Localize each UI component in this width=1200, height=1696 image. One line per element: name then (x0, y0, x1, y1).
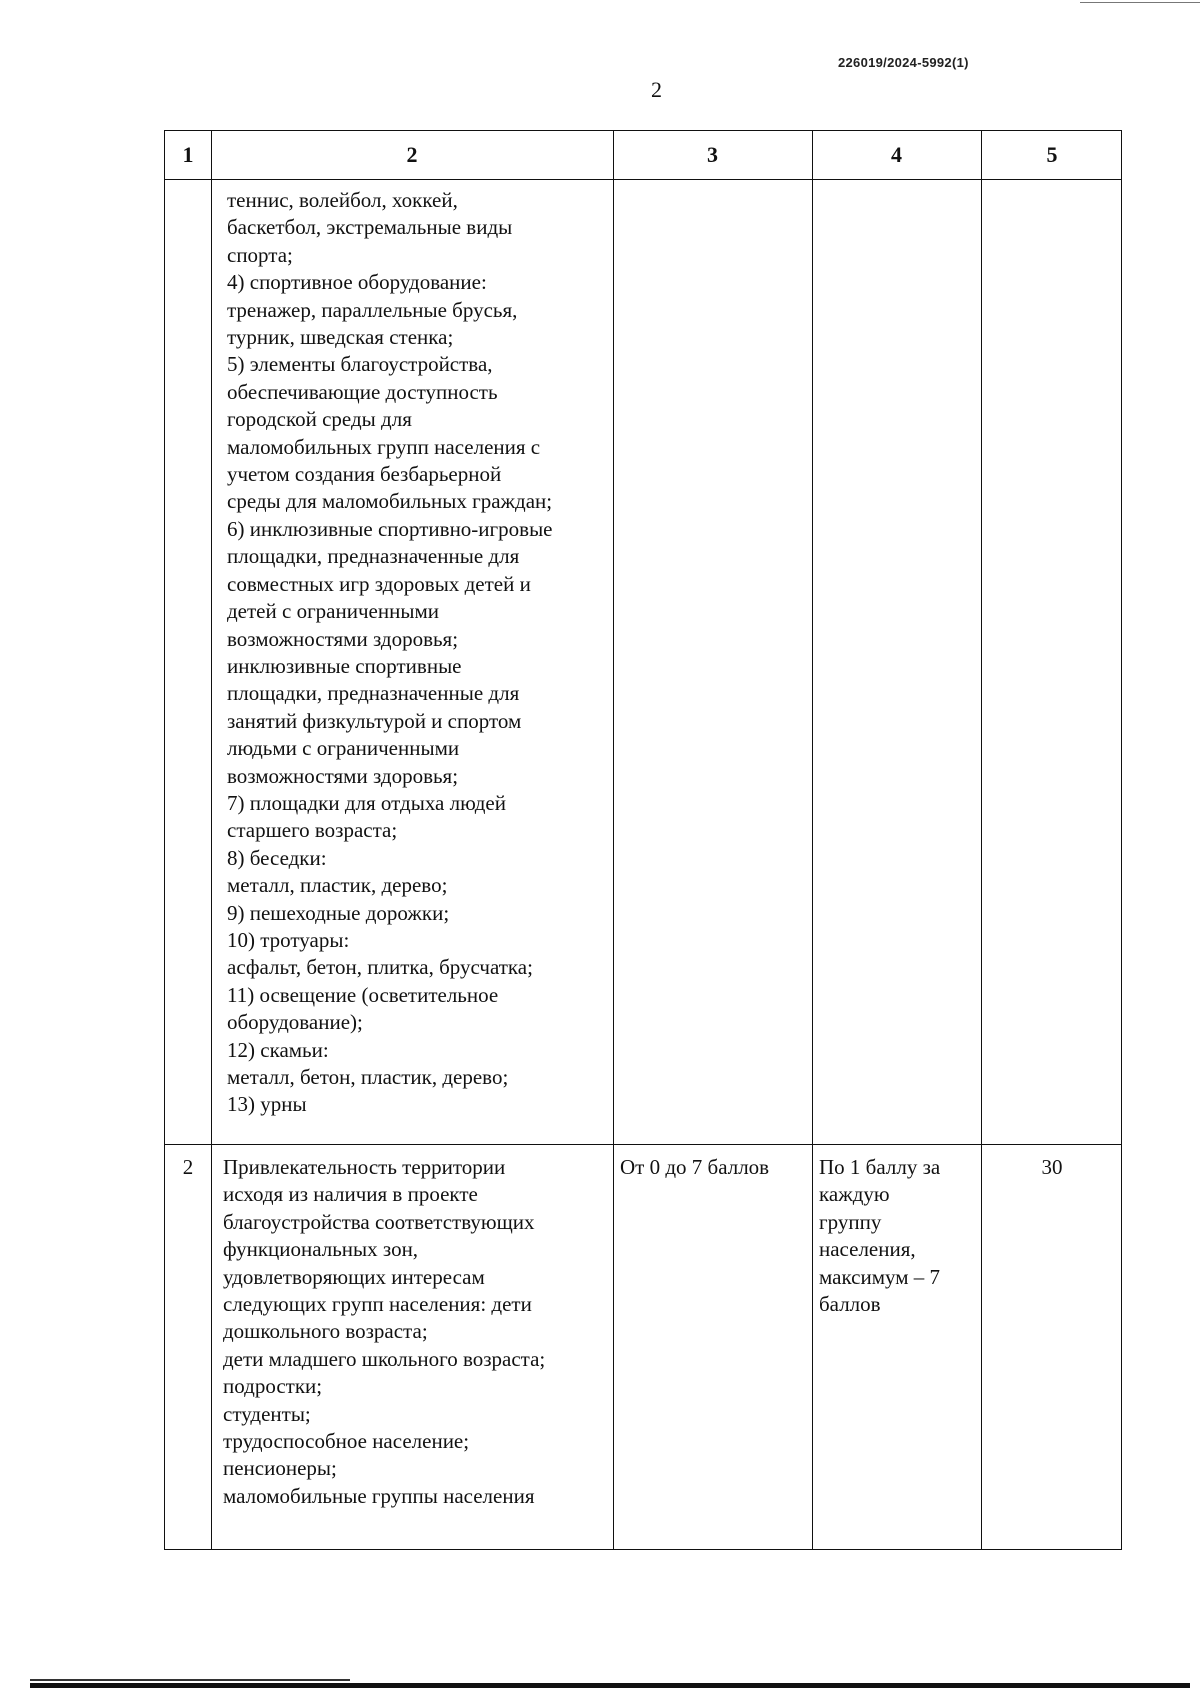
scan-bottom-bar (30, 1683, 1190, 1688)
column-divider (981, 131, 982, 1549)
document-id: 226019/2024-5992(1) (838, 55, 969, 70)
header-col-3: 3 (707, 142, 718, 167)
column-divider (812, 131, 813, 1549)
header-col-4: 4 (891, 142, 902, 167)
column-divider (211, 131, 212, 1549)
scan-bottom-rule (30, 1679, 350, 1681)
row-2-weight: 30 (1041, 1155, 1063, 1179)
row-2-criterion: Привлекательность территории исходя из наличия в проекте благоустройства соответствующих функциональных зон, удовлетворяющих интересам следующих групп населения: дети дошкольного возраста; дети младшего школьного возраста; подростки; студенты; трудоспособное население; пенсионеры; маломобильные группы населения (223, 1155, 546, 1508)
header-divider (165, 179, 1121, 180)
row-2-scoring-rule: По 1 баллу за каждую группу населения, максимум – 7 баллов (819, 1155, 941, 1317)
row-1-criterion: теннис, волейбол, хоккей, баскетбол, экстремальные виды спорта; 4) спортивное оборудование: тренажер, параллельные брусья, турник, шведская стенка; 5) элементы благоустройства, обеспечивающие доступность городской среды для маломобильных групп населения с учетом создания безбарьерной среды для маломобильных граждан; 6) инклюзивные спортивно-игровые площадки, предназначенные для совместных игр здоровых детей и детей с ограниченными возможностями здоровья; инклюзивные спортивные площадки, предназначенные для занятий физкультурой и спортом людьми с ограниченными возможностями здоровья; 7) площадки для отдыха людей старшего возраста; 8) беседки: металл, пластик, дерево; 9) пешеходные дорожки; 10) тротуары: асфальт, бетон, плитка, брусчатка; 11) освещение (осветительное оборудование); 12) скамьи: металл, бетон, пластик, дерево; 13) урны (227, 188, 553, 1117)
criteria-table (164, 130, 1122, 1550)
scan-edge-rule (1080, 2, 1200, 3)
header-col-2: 2 (406, 142, 418, 167)
row-2-score-range: От 0 до 7 баллов (620, 1155, 770, 1179)
row-divider (165, 1144, 1121, 1145)
header-col-1: 1 (182, 142, 194, 167)
header-col-5: 5 (1046, 142, 1058, 167)
column-divider (613, 131, 614, 1549)
row-2-number: 2 (182, 1155, 194, 1179)
page-number: 2 (651, 77, 662, 102)
